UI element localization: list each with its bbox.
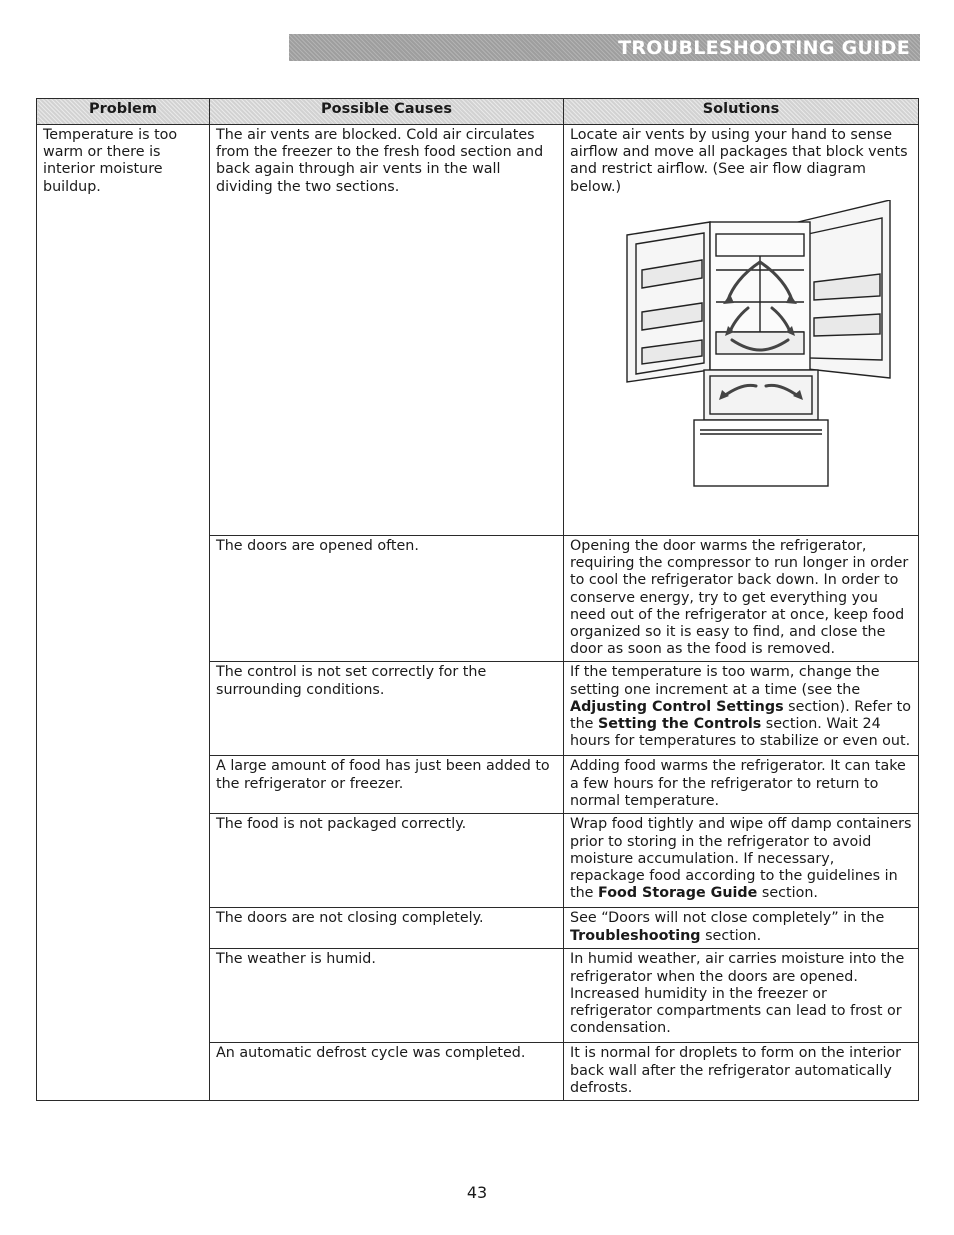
cause-text: The food is not packaged correctly. [216,816,467,833]
solution-text: See “Doors will not close completely” in the [570,910,885,927]
cause-cell [210,756,564,814]
column-header-problem: Problem [37,99,210,125]
solution-text: section). Refer to the [570,698,911,733]
solution-text: Opening the door warms the refrigerator, requiring the compressor to run longer in order to cool the refrigerator back down. In order to conserve energy, try to get everything you need out of the refrigerator at once, keep food organized so it is easy to find, and close the door as soon as the food is removed. [570,538,909,658]
cause-cell [210,949,564,1043]
adjusting-control-settings-ref: Adjusting Control Settings [570,698,784,715]
solution-text: Wrap food tightly and wipe off damp containers prior to storing in the refrigerator to avoid moisture accumulation. If necessary, repackage food according to the guidelines in the [570,816,912,902]
solution-text: section. Wait 24 hours for temperatures to stabilize or even out. [570,716,911,750]
solution-text: Adding food warms the refrigerator. It can take a few hours for the refrigerator to return to normal temperature. [570,758,906,809]
cause-text: The doors are opened often. [216,538,419,554]
problem-cell [37,125,210,1101]
cause-text: The air vents are blocked. Cold air circulates from the freezer to the fresh food section and back again through air vents in the wall dividing the two sections. [216,127,544,195]
cause-text: An automatic defrost cycle was completed. [216,1045,526,1062]
troubleshooting-ref: Troubleshooting [570,927,701,944]
table-header-row [37,99,919,125]
solution-cell [564,756,919,814]
problem-text: Temperature is too warm or there is interior moisture buildup. [43,127,178,195]
solution-text: section. [700,927,762,944]
cause-cell [210,536,564,662]
food-storage-guide-ref: Food Storage Guide [598,885,758,902]
page-number: 43 [466,1183,488,1202]
air-flow-diagram [592,200,892,492]
solution-text: If the temperature is too warm, change the setting one increment at a time (see the [570,664,880,698]
cause-text: The weather is humid. [216,951,376,968]
cause-cell [210,814,564,908]
cause-cell [210,125,564,536]
solution-cell [564,908,919,949]
solution-text: Locate air vents by using your hand to sense airflow and move all packages that block vents and restrict airflow. (See air flow diagram below.) [570,127,908,195]
solution-text: In humid weather, air carries moisture into the refrigerator when the doors are opened. Increased humidity in the freezer or refrigerator compartments can lead to frost or condensation. [570,951,905,1037]
setting-the-controls-ref: Setting the Controls [598,716,762,733]
table-row [37,125,919,536]
solution-cell [564,536,919,662]
solution-cell [564,949,919,1043]
cause-cell [210,662,564,756]
cause-text: The control is not set correctly for the surrounding conditions. [216,664,487,698]
solution-cell [564,662,919,756]
solution-cell [564,1043,919,1101]
solution-cell [564,125,919,536]
solution-cell [564,814,919,908]
cause-text: The doors are not closing completely. [216,910,484,927]
solution-text: It is normal for droplets to form on the interior back wall after the refrigerator automatically defrosts. [570,1045,902,1096]
section-banner [289,34,920,61]
banner-title: TROUBLESHOOTING GUIDE [618,36,910,59]
column-header-solutions: Solutions [564,99,919,125]
cause-cell [210,908,564,949]
cause-text: A large amount of food has just been added to the refrigerator or freezer. [216,758,550,792]
column-header-causes: Possible Causes [210,99,564,125]
troubleshooting-table [36,98,919,1101]
cause-cell [210,1043,564,1101]
solution-text: section. [757,885,818,902]
